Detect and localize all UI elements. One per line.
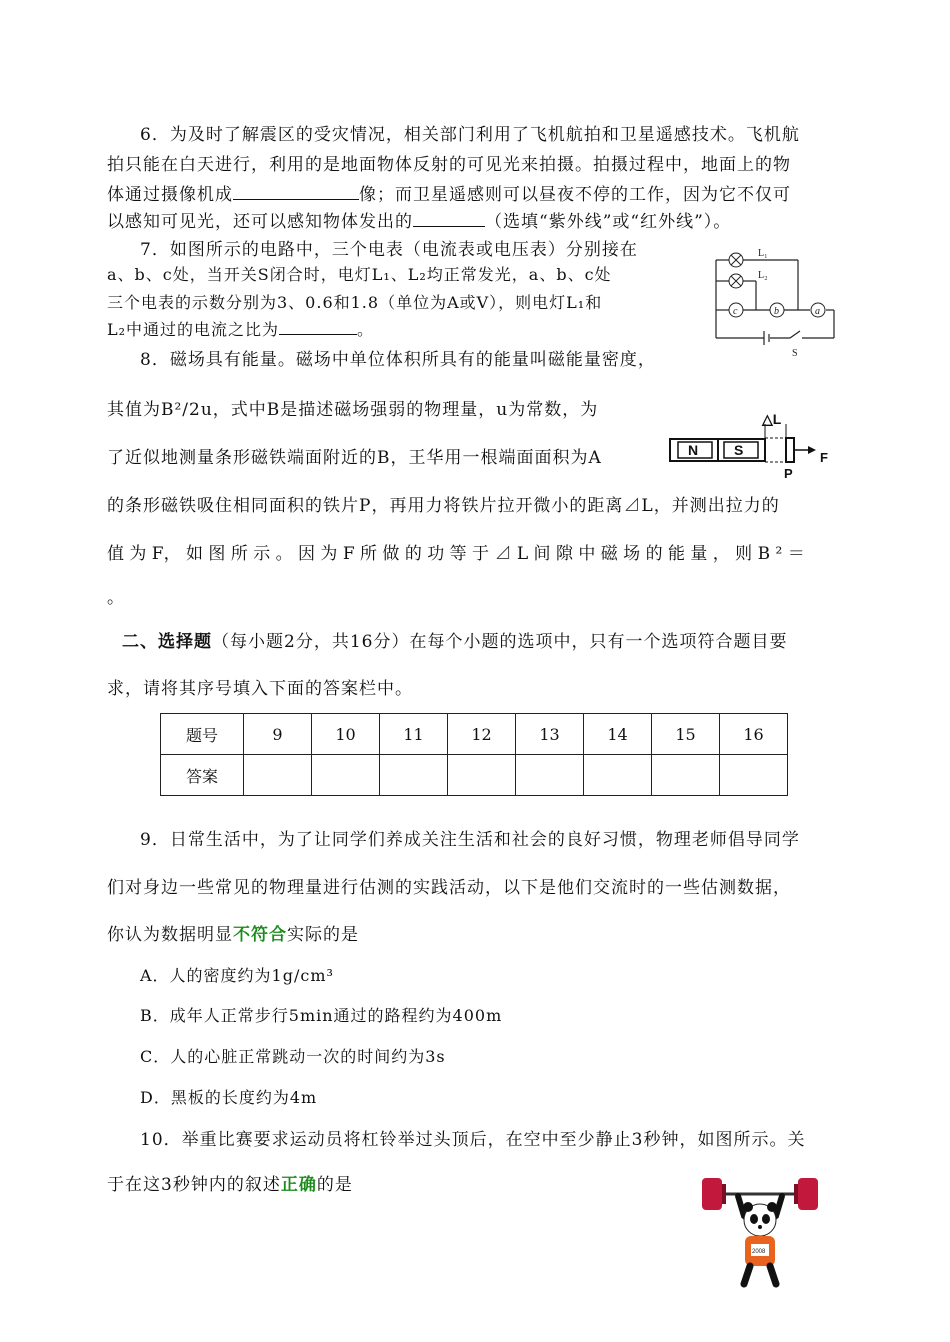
label-l1: L₁ (758, 248, 768, 259)
table-cell: 15 (652, 714, 720, 755)
answer-cell[interactable] (720, 755, 788, 796)
label-l2: L₂ (758, 270, 768, 281)
q7-blank (279, 318, 357, 335)
answer-cell[interactable] (448, 755, 516, 796)
q7-line-1: 7．如图所示的电路中，三个电表（电流表或电压表）分别接在 (140, 240, 638, 260)
label-b: b (774, 306, 779, 317)
q7-circuit-diagram (706, 238, 846, 362)
q6-line-3 (107, 180, 791, 205)
section-2-line-2: 求，请将其序号填入下面的答案栏中。 (107, 679, 413, 699)
answer-cell[interactable] (516, 755, 584, 796)
q8-line-5: 值 为 F， 如 图 所 示 。 因 为 F 所 做 的 功 等 于 ⊿ L 间 隙 中 磁 场 的 能 量 ， 则 B ² ＝ (107, 544, 805, 564)
q8-line-3: 了近似地测量条形磁铁端面附近的B，王华用一根端面面积为A (107, 448, 602, 468)
table-cell: 题号 (161, 714, 244, 755)
q10-line-1: 10．举重比赛要求运动员将杠铃举过头顶后，在空中至少静止3秒钟，如图所示。关 (140, 1130, 806, 1150)
table-cell: 12 (448, 714, 516, 755)
q6-line-4 (107, 207, 731, 232)
lamp-l2-icon (729, 274, 743, 288)
table-cell: 10 (312, 714, 380, 755)
q7-line-4-a: L₂中通过的电流之比为 (107, 320, 280, 339)
q7-line-4 (107, 317, 374, 340)
q9-option-d: D．黑板的长度约为4m (140, 1088, 318, 1107)
bib-number: 2008 (752, 1249, 766, 1255)
magnet-s-label: S (734, 442, 744, 458)
q8-magnet-diagram (668, 410, 848, 480)
q7-line-3: 三个电表的示数分别为3、0.6和1.8（单位为A或V），则电灯L₁和 (107, 293, 603, 312)
q10-emphasis: 正确 (280, 1175, 317, 1195)
q9-line-3 (107, 920, 359, 945)
q7-line-4-b: 。 (357, 320, 375, 339)
table-cell: 9 (244, 714, 312, 755)
table-cell: 13 (516, 714, 584, 755)
answer-cell[interactable] (380, 755, 448, 796)
q6-line-2: 拍只能在白天进行，利用的是地面物体反射的可见光来拍摄。拍摄过程中，地面上的物 (107, 155, 791, 175)
q9-line-3-a: 你认为数据明显 (107, 925, 233, 945)
lamp-l1-icon (729, 253, 743, 267)
q9-option-a: A．人的密度约为1g/cm³ (140, 966, 334, 985)
q8-line-6: 。 (107, 588, 125, 608)
answer-cell[interactable] (312, 755, 380, 796)
q6-line-4-a: 以感知可见光，还可以感知物体发出的 (107, 212, 413, 232)
answer-table (160, 713, 788, 796)
barbell-left-plate-icon (702, 1178, 722, 1210)
delta-l-label: △L (762, 411, 782, 427)
table-row-numbers (161, 714, 788, 755)
q10-line-2 (107, 1170, 353, 1195)
section-2-desc: （每小题2分，共16分）在每个小题的选项中，只有一个选项符合题目要 (212, 632, 788, 652)
q9-line-1: 9．日常生活中，为了让同学们养成关注生活和社会的良好习惯，物理老师倡导同学 (140, 830, 800, 850)
answer-cell[interactable] (244, 755, 312, 796)
q8-line-4: 的条形磁铁吸住相同面积的铁片P，再用力将铁片拉开微小的距离⊿L，并测出拉力的 (107, 496, 780, 516)
table-cell: 14 (584, 714, 652, 755)
answer-cell[interactable] (584, 755, 652, 796)
q6-blank-2 (413, 210, 485, 227)
barbell-right-plate-icon (798, 1178, 818, 1210)
q9-option-c: C．人的心脏正常跳动一次的时间约为3s (140, 1047, 446, 1066)
table-row-answers (161, 755, 788, 796)
q9-emphasis: 不符合 (233, 925, 287, 945)
table-cell: 11 (380, 714, 448, 755)
table-cell: 16 (720, 714, 788, 755)
p-label: P (784, 466, 793, 480)
q6-line-1: 6．为及时了解震区的受灾情况，相关部门利用了飞机航拍和卫星遥感技术。飞机航 (140, 125, 800, 145)
q8-line-2: 其值为B²/2u，式中B是描述磁场强弱的物理量，u为常数，为 (107, 400, 599, 420)
q6-line-4-b: （选填“紫外线”或“红外线”）。 (485, 212, 732, 232)
magnet-n-label: N (688, 442, 699, 458)
q6-blank-1 (233, 183, 359, 200)
q9-line-3-c: 实际的是 (287, 925, 359, 945)
section-2-title: 二、选择题 (122, 632, 212, 652)
label-s: S (792, 348, 798, 359)
q9-option-b: B．成年人正常步行5min通过的路程约为400m (140, 1006, 503, 1025)
q6-line-3-a: 体通过摄像机成 (107, 185, 233, 205)
section-2-line-1 (122, 627, 787, 652)
label-c: c (733, 306, 738, 317)
q9-line-2: 们对身边一些常见的物理量进行估测的实践活动，以下是他们交流时的一些估测数据， (107, 878, 791, 898)
q10-line-2-c: 的是 (316, 1175, 353, 1195)
table-cell: 答案 (161, 755, 244, 796)
q10-line-2-a: 于在这3秒钟内的叙述 (107, 1175, 281, 1195)
q6-line-3-b: 像；而卫星遥感则可以昼夜不停的工作，因为它不仅可 (359, 185, 791, 205)
answer-cell[interactable] (652, 755, 720, 796)
q7-line-2: a、b、c处，当开关S闭合时，电灯L₁、L₂均正常发光，a、b、c处 (107, 265, 612, 284)
label-a: a (815, 306, 820, 317)
q8-line-1: 8．磁场具有能量。磁场中单位体积所具有的能量叫磁能量密度， (140, 350, 656, 370)
weightlifter-panda-figure (698, 1172, 822, 1290)
f-label: F (820, 450, 828, 465)
